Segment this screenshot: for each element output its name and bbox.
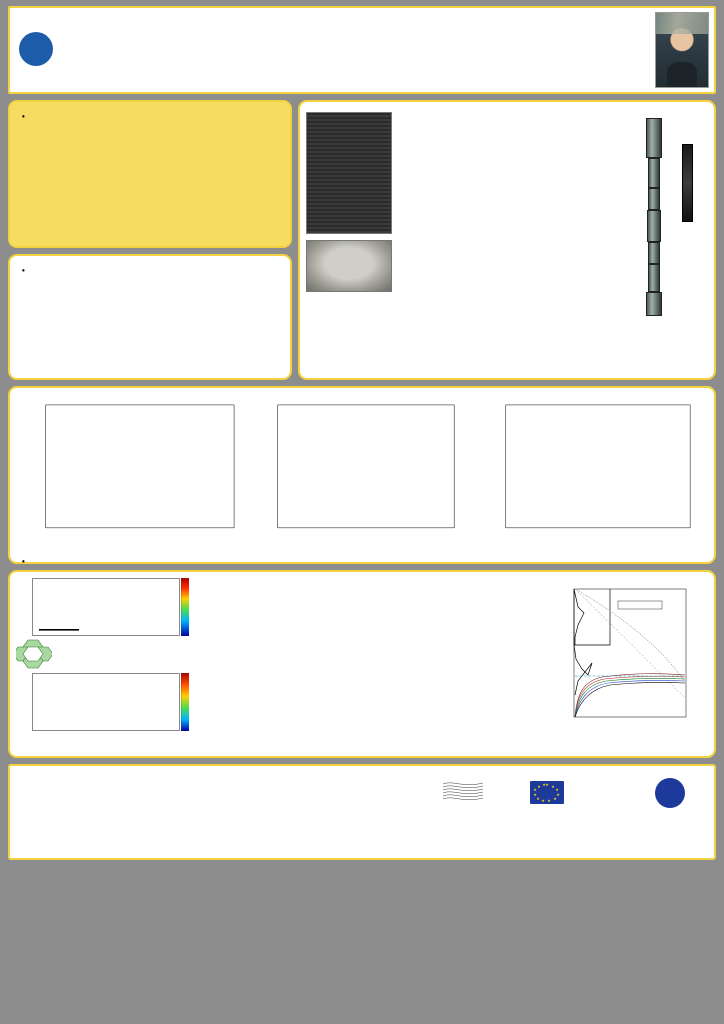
- results-title: [10, 388, 714, 396]
- logo-circle-shape: [19, 32, 53, 66]
- jacket-before-deformation: [682, 144, 693, 222]
- ebsd-figures-column: [10, 572, 200, 756]
- row-overview-methods: [8, 100, 716, 380]
- methods-title: [300, 102, 714, 110]
- assembly-zirconia-bottom: [648, 264, 660, 292]
- assembly-zirconia-top: [648, 158, 660, 188]
- perspectives-title: [208, 574, 534, 579]
- chart-strain-rate-vs-stress: [480, 396, 708, 556]
- methods-panel: [298, 100, 716, 380]
- methods-figures-column: [306, 110, 394, 319]
- kam-hexagon-diagram: [16, 639, 52, 669]
- results-charts-row: [10, 396, 714, 556]
- angular-misorientation-map: [32, 578, 180, 636]
- assembly-alumina-bottom: [648, 242, 660, 264]
- european-commission-wave-icon: [441, 780, 485, 806]
- strength-envelope-column: [542, 572, 714, 756]
- geosciences-logo: [17, 30, 135, 70]
- perspectives-text-column: [200, 572, 542, 756]
- references-block: [16, 769, 418, 855]
- assembly-lower-piston: [646, 292, 662, 316]
- assembly-alumina-top: [648, 188, 660, 210]
- left-column: [8, 100, 292, 380]
- methods-body: [300, 110, 714, 323]
- methods-assembly-column: [616, 110, 708, 319]
- institution-logo: [14, 11, 138, 89]
- kam-explainer: [16, 639, 196, 669]
- funder-logos-row: [418, 769, 708, 817]
- conclusions-title: [10, 102, 290, 110]
- hot-pressed-sample-photo: [306, 240, 392, 292]
- funding-statement: [422, 817, 580, 821]
- kam-map: [32, 673, 180, 731]
- paterson-press-photo: [306, 112, 392, 234]
- poster-footer: [8, 764, 716, 860]
- chart1-svg: [16, 397, 244, 556]
- chart-stress-vs-strain: [16, 396, 244, 556]
- poster-header: [8, 6, 716, 94]
- conclusions-panel: [8, 100, 292, 248]
- overview-title: [10, 256, 290, 264]
- funder-text-row: [418, 817, 708, 821]
- strength-envelope-svg: [544, 577, 704, 729]
- assembly-piston: [646, 118, 662, 158]
- sample-assembly-diagram: [616, 114, 708, 319]
- overview-panel: [8, 254, 292, 380]
- chart3-svg: [480, 397, 708, 556]
- eu-flag-icon: ★ ★ ★ ★ ★ ★ ★ ★ ★ ★ ★ ★: [530, 781, 564, 804]
- chart2-svg: [248, 397, 476, 556]
- kam-colorbar: [181, 673, 189, 731]
- chart-stress-vs-temperature: [248, 396, 476, 556]
- methods-text-column: [400, 110, 610, 319]
- author-photo: [654, 11, 710, 89]
- results-panel: [8, 386, 716, 564]
- angular-map-svg: [33, 579, 180, 636]
- angular-colorbar: [181, 578, 189, 636]
- funders-block: [418, 769, 708, 855]
- assembly-ni-cylinder: [647, 210, 661, 242]
- title-block: [138, 11, 654, 89]
- cnrs-logo: [655, 778, 685, 808]
- person-photo-image: [655, 12, 709, 88]
- kam-map-svg: [33, 674, 180, 731]
- perspectives-panel: [8, 570, 716, 758]
